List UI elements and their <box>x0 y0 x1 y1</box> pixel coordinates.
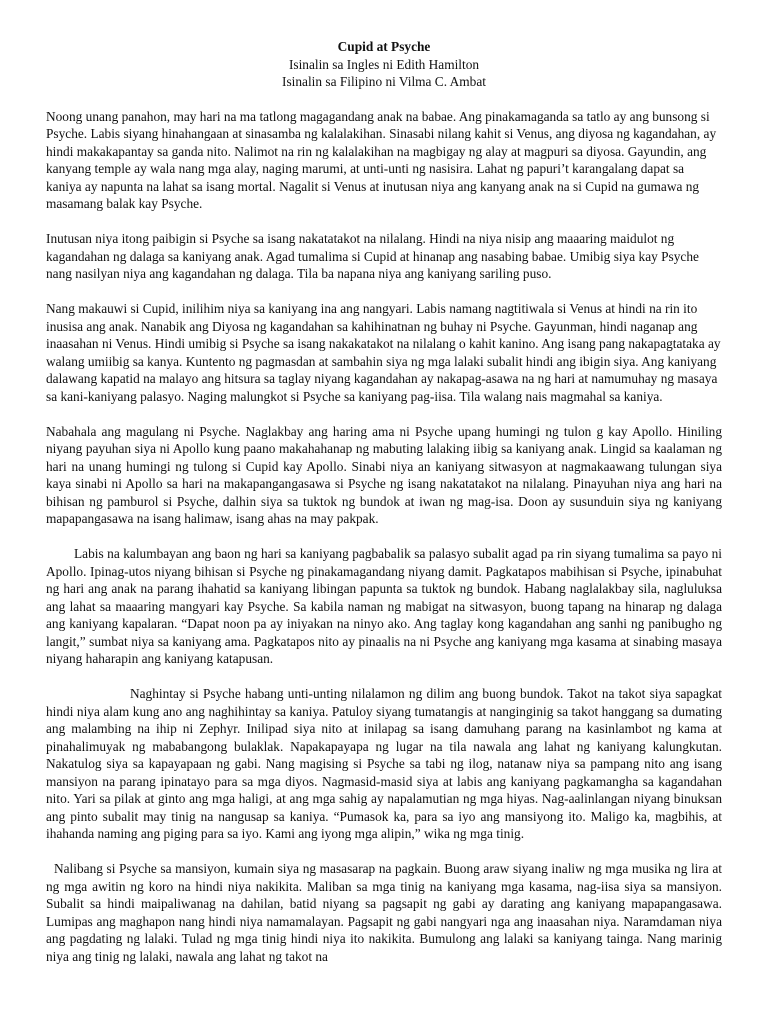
translator-english: Isinalin sa Ingles ni Edith Hamilton <box>288 56 480 72</box>
paragraph-1: Noong unang panahon, may hari na ma tatlong magagandang anak na babae. Ang pinakamaganda sa tatlo ay ang bunsong si Psyche. Labis siyang hinahangaan at sinasamba ng kalalakihan. Sinasabi nilang kahit si Venus, ang diyosa ng kagandahan, ay hindi makakapantay sa ganda nito. Nalimot na rin ng kalalakihan na magbigay ng alay at magpuri sa diyosa. Gayundin, ang kanyang temple ay wala nang mga alay, naging marumi, at unti-unti ng nasisira. Lahat ng papuri’t karangalang dapat sa kaniya ay napunta na lahat sa isang mortal. Nagalit si Venus at inutusan niya ang kanyang anak na si Cupid na gumawa ng masamang balak kay Psyche. <box>46 108 717 211</box>
document-title: Cupid at Psyche <box>337 39 431 54</box>
paragraph-3: Nang makauwi si Cupid, inilihim niya sa kaniyang ina ang nangyari. Labis namang nagtitiwala si Venus at hindi na rin ito inusisa ang anak. Nanabik ang Diyosa ng kagandahan sa kahihinatnan ng buhay ni Psyche. Gayunman, hindi naganap ang inaasahan ni Venus. Hindi umibig si Psyche sa isang nakakatakot na nilalang o kahit kanino. Ang isang pang nakapagtataka ay walang umiibig sa kanya. Kuntento ng pagmasdan at sambahin siya ng mga lalaki subalit hindi ang ibigin siya. Ang kaniyang dalawang kapatid na malayo ang hitsura sa taglay niyang kagandahan ay nakapag-asawa na ng hari at namumuhay ng masaya sa kani-kaniyang palasyo. Naging malungkot si Psyche sa kaniyang pag-iisa. Tila walang nais magmahal sa kaniya. <box>46 301 721 404</box>
paragraph-5: Labis na kalumbayan ang baon ng hari sa kaniyang pagbabalik sa palasyo subalit agad pa rin siyang tumalima sa payo ni Apollo. Ipinag-utos niyang bihisan si Psyche ng pinakamagandang niyang damit. Pagkatapos mabihisan si Psyche, ipinabuhat ng hari ang anak na parang ihahatid sa kaniyang libingan papunta sa tuktok ng bundok. Habang naglalakbay sila, nagluluksa ang lahat sa maaaring mangyari kay Psyche. Sa kabila naman ng mabigat na sitwasyon, buong tapang na hinarap ng dalaga ang kaniyang kapalaran. “Dapat noon pa ay iniyakan na ninyo ako. Ang taglay kong kagandahan ang sanhi ng panibugho ng langit,” sumbat niya sa kaniyang ama. Pagkatapos nito ay pinaalis na ni Psyche ang kaniyang mga kasama at sinabing masaya niyang haharapin ang kaniyang katapusan. <box>46 546 722 666</box>
translator-filipino: Isinalin sa Filipino ni Vilma C. Ambat <box>282 74 486 89</box>
document-page <box>46 38 722 983</box>
paragraph-7: Nalibang si Psyche sa mansiyon, kumain siya ng masasarap na pagkain. Buong araw siyang inaliw ng mga musika ng lira at ng mga awitin ng koro na hindi niya nakikita. Maliban sa mga tinig na kaniyang mga kasama, nag-iisa siya sa mansiyon. Subalit sa hindi maipaliwanag na dahilan, batid niyang sa pagsapit ng gabi ay darating ang kaniyang mapapangasawa. Lumipas ang maghapon nang hindi niya namamalayan. Pagsapit ng gabi nangyari nga ang inaasahan niya. Naramdaman niya ang pagdating ng lalaki. Tulad ng mga tinig hindi niya ito nakikita. Bumulong ang lalaki sa kaniyang tainga. Nang marinig niya ang tinig ng lalaki, nawala ang lahat ng takot na <box>46 861 722 964</box>
title-block <box>46 38 722 91</box>
paragraph-2: Inutusan niya itong paibigin si Psyche sa isang nakatatakot na nilalang. Hindi na niya nisip ang maaaring maidulot ng kagandahan ng dalaga sa kaniyang anak. Agad tumalima si Cupid at hinanap ang nasabing babae. Umibig siya kay Psyche nang nasilyan niya ang kagandahan ng dalaga. Tila ba napana niya ang kaniyang sariling puso. <box>46 231 699 281</box>
paragraph-6: Naghintay si Psyche habang unti-unting nilalamon ng dilim ang buong bundok. Takot na takot siya sapagkat hindi niya alam kung ano ang naghihintay sa kaniya. Patuloy siyang tumatangis at nanginginig sa takot hanggang sa dumating ang malambing na ihip ni Zephyr. Inilipad siya nito at inilapag sa isang damuhang parang na kasinlambot ng kama at pinahalimuyak ng mababangong bulaklak. Napakapayapa ng lugar na tila nawala ang lahat ng kaniyang kalungkutan. Nakatulog siya sa kapayapaan ng gabi. Nang magising si Psyche sa tabi ng ilog, natanaw niya sa pampang nito ang isang mansiyon na parang ipinatayo para sa mga diyos. Nagmasid-masid siya at labis ang kaniyang pagkamangha sa kagandahan nito. Yari sa pilak at ginto ang mga haligi, at ang mga sahig ay napalamutian ng mga hiyas. Nag-aalinlangan niyang binuksan ang pinto subalit may tinig na nangusap sa kaniya. “Pumasok ka, para sa iyo ang mansiyong ito. Maligo ka, magbihis, at ihahanda naming ang piging para sa iyo. Kami ang iyong mga alipin,” wika ng mga tinig. <box>46 686 722 841</box>
paragraph-4: Nabahala ang magulang ni Psyche. Naglakbay ang haring ama ni Psyche upang humingi ng tulon g kay Apollo. Hiniling niyang payuhan siya ni Apollo kung paano makahahanap ng mabuting lalaking iibig sa kaniyang anak. Lingid sa kaalaman ng hari na unang humingi ng tulong si Cupid kay Apollo. Sinabi niya an kaniyang sitwasyon at nagmakaawang tulungan siya kaya sinabi ni Apollo sa hari na makapangangasawa si Psyche ng isang nakatatakot na nilalang. Pinayuhan niya ang hari na bihisan ng pamburol si Psyche, dalhin siya sa tuktok ng bundok at iwan ng mag-isa. Doon ay susunduin siya ng kaniyang mapapangasawa na isang halimaw, isang ahas na may pakpak. <box>46 423 722 526</box>
